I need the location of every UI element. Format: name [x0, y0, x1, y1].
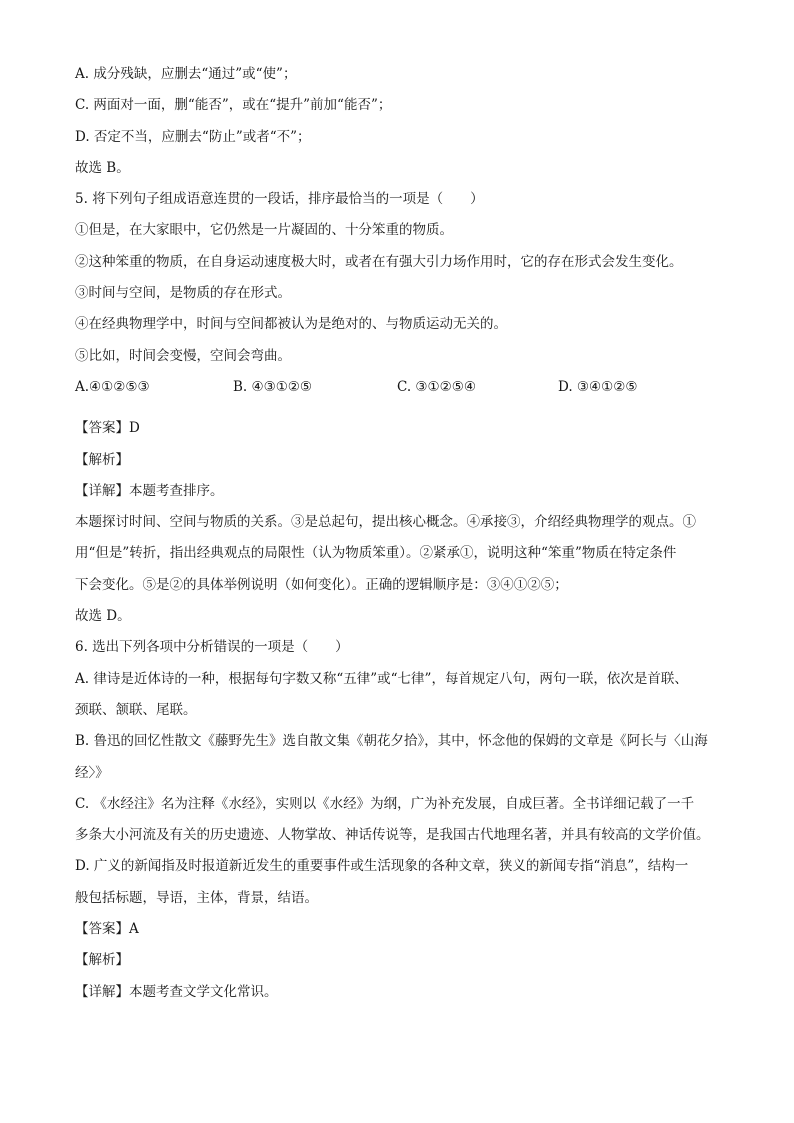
q5-option-c: C. ③①②⑤④	[397, 378, 476, 395]
q6-choice-line: 经〉》	[75, 764, 109, 781]
q5-explanation-line: 用“但是”转折，指出经典观点的局限性（认为物质笨重）。②紧承①，说明这种“笨重”物质在特定条件	[75, 545, 677, 562]
q6-analysis-label: 【解析】	[75, 952, 129, 969]
q5-stem: 5. 将下列句子组成语意连贯的一段话，排序最恰当的一项是（ ）	[75, 191, 484, 208]
q5-sentence: ⑤比如，时间会变慢，空间会弯曲。	[75, 347, 291, 364]
q5-option-b: B. ④③①②⑤	[233, 378, 313, 395]
q6-stem: 6. 选出下列各项中分析错误的一项是（ ）	[75, 639, 349, 656]
q6-choice-line: 多条大小河流及有关的历史遗迹、人物掌故、神话传说等，是我国古代地理名著，并具有较高的文学价值。	[75, 827, 710, 844]
q5-options	[75, 372, 730, 403]
q6-answer: 【答案】A	[75, 921, 139, 938]
q5-option-a: A.④①②⑤③	[75, 378, 150, 395]
q4-option-a-analysis: A. 成分残缺，应删去“通过”或“使”；	[75, 66, 297, 82]
q6-choice-line: B. 鲁迅的回忆性散文《藤野先生》选自散文集《朝花夕拾》，其中，怀念他的保姆的文章是《阿长与〈山海	[75, 733, 708, 750]
q5-analysis-label: 【解析】	[75, 451, 129, 468]
q6-choice-line: C. 《水经注》名为注释《水经》，实则以《水经》为纲，广为补充发展，自成巨著。全书详细记载了一千	[75, 795, 695, 812]
q5-answer: 【答案】D	[75, 420, 140, 437]
q5-sentence: ①但是，在大家眼中，它仍然是一片凝固的、十分笨重的物质。	[75, 222, 453, 239]
q6-choice-line: A. 律诗是近体诗的一种，根据每句字数又称“五律”或“七律”，每首规定八句，两句一联，依次是首联、	[75, 670, 688, 687]
q5-sentence: ④在经典物理学中，时间与空间都被认为是绝对的、与物质运动无关的。	[75, 316, 507, 333]
q6-choice-line: D. 广义的新闻指及时报道新近发生的重要事件或生活现象的各种文章，狭义的新闻专指“消息”，结构一	[75, 858, 689, 875]
q5-option-d: D. ③④①②⑤	[558, 378, 638, 395]
q5-explanation-line: 本题探讨时间、空间与物质的关系。③是总起句，提出核心概念。④承接③，介绍经典物理学的观点。①	[75, 514, 696, 531]
q4-option-d-analysis: D. 否定不当，应删去“防止”或者“不”；	[75, 128, 311, 145]
q6-choice-line: 般包括标题，导语，主体，背景，结语。	[75, 889, 318, 906]
q5-detail: 【详解】本题考查排序。	[75, 482, 224, 499]
q6-detail: 【详解】本题考查文学文化常识。	[75, 983, 278, 1000]
document-page	[75, 59, 730, 1008]
q4-option-c-analysis: C. 两面对一面，删“能否”，或在“提升”前加“能否”；	[75, 97, 392, 114]
q5-sentence: ②这种笨重的物质，在自身运动速度极大时，或者在有强大引力场作用时，它的存在形式会发生变化。	[75, 253, 683, 270]
q5-sentence: ③时间与空间，是物质的存在形式。	[75, 285, 291, 302]
q4-conclusion: 故选 B。	[75, 159, 130, 176]
q6-choice-line: 颈联、颔联、尾联。	[75, 701, 197, 718]
q5-explanation-line: 下会变化。⑤是②的具体举例说明（如何变化）。正确的逻辑顺序是：③④①②⑤；	[75, 576, 568, 593]
q5-conclusion: 故选 D。	[75, 608, 131, 625]
